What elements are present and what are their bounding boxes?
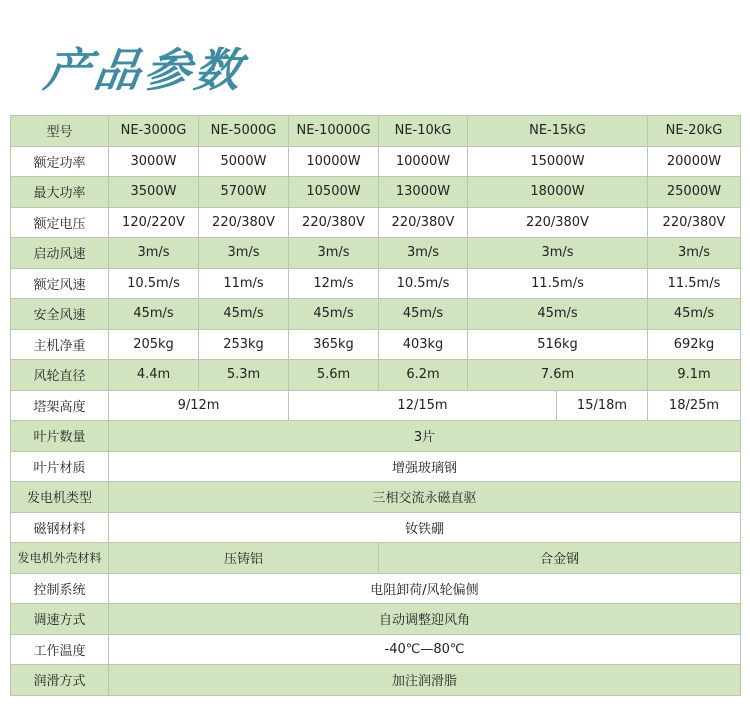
table-cell: 9.1m <box>648 360 741 391</box>
row-label: 风轮直径 <box>11 360 109 391</box>
table-cell: 15000W <box>468 146 648 177</box>
table-cell: 5.3m <box>199 360 289 391</box>
table-cell: 3m/s <box>379 238 468 269</box>
row-label: 额定电压 <box>11 207 109 238</box>
table-row-tower <box>11 390 741 421</box>
table-row-housing <box>11 543 741 574</box>
table-cell: 3片 <box>109 421 741 452</box>
table-cell: 11.5m/s <box>468 268 648 299</box>
row-label: 润滑方式 <box>11 665 109 696</box>
table-cell: 45m/s <box>468 299 648 330</box>
row-label: 最大功率 <box>11 177 109 208</box>
table-cell: 3m/s <box>199 238 289 269</box>
table-cell: 5000W <box>199 146 289 177</box>
model-header: NE-3000G <box>109 116 199 147</box>
table-row <box>11 268 741 299</box>
row-label: 叶片材质 <box>11 451 109 482</box>
table-cell: 12m/s <box>289 268 379 299</box>
table-cell: 自动调整迎风角 <box>109 604 741 635</box>
spec-table <box>10 115 741 696</box>
table-row <box>11 360 741 391</box>
table-row <box>11 573 741 604</box>
table-cell: 钕铁硼 <box>109 512 741 543</box>
table-cell: 5700W <box>199 177 289 208</box>
table-cell: 10.5m/s <box>109 268 199 299</box>
table-cell: 电阻卸荷/风轮偏侧 <box>109 573 741 604</box>
table-cell: 20000W <box>648 146 741 177</box>
table-row <box>11 238 741 269</box>
table-cell: 13000W <box>379 177 468 208</box>
row-label: 主机净重 <box>11 329 109 360</box>
table-row <box>11 482 741 513</box>
table-cell: 3m/s <box>289 238 379 269</box>
table-row <box>11 634 741 665</box>
table-cell: 205kg <box>109 329 199 360</box>
table-cell: 压铸铝 <box>109 543 379 574</box>
table-cell: 加注润滑脂 <box>109 665 741 696</box>
table-cell: 45m/s <box>289 299 379 330</box>
row-label: 塔架高度 <box>11 390 109 421</box>
table-cell: 9/12m <box>109 390 289 421</box>
table-cell: 120/220V <box>109 207 199 238</box>
table-row <box>11 146 741 177</box>
table-cell: 18/25m <box>648 390 741 421</box>
table-cell: 3500W <box>109 177 199 208</box>
row-label: 额定功率 <box>11 146 109 177</box>
table-cell: 6.2m <box>379 360 468 391</box>
table-cell: 10.5m/s <box>379 268 468 299</box>
model-header: NE-10000G <box>289 116 379 147</box>
row-label: 型号 <box>11 116 109 147</box>
table-cell: 3m/s <box>648 238 741 269</box>
table-cell: 692kg <box>648 329 741 360</box>
row-label: 工作温度 <box>11 634 109 665</box>
model-header: NE-15kG <box>468 116 648 147</box>
table-row <box>11 177 741 208</box>
table-cell: 增强玻璃钢 <box>109 451 741 482</box>
row-label: 安全风速 <box>11 299 109 330</box>
model-header: NE-5000G <box>199 116 289 147</box>
table-cell: 253kg <box>199 329 289 360</box>
table-cell: 11.5m/s <box>648 268 741 299</box>
table-cell: 7.6m <box>468 360 648 391</box>
table-cell: 220/380V <box>199 207 289 238</box>
table-cell: 403kg <box>379 329 468 360</box>
table-row <box>11 604 741 635</box>
table-row <box>11 329 741 360</box>
row-label: 叶片数量 <box>11 421 109 452</box>
table-cell: 45m/s <box>199 299 289 330</box>
table-row <box>11 299 741 330</box>
table-cell: 5.6m <box>289 360 379 391</box>
row-label: 控制系统 <box>11 573 109 604</box>
row-label: 启动风速 <box>11 238 109 269</box>
table-cell: 三相交流永磁直驱 <box>109 482 741 513</box>
table-cell: 15/18m <box>557 390 648 421</box>
row-label: 调速方式 <box>11 604 109 635</box>
table-cell: 25000W <box>648 177 741 208</box>
table-cell: 516kg <box>468 329 648 360</box>
row-label: 磁钢材料 <box>11 512 109 543</box>
table-cell: 220/380V <box>289 207 379 238</box>
model-header: NE-10kG <box>379 116 468 147</box>
table-cell: 3000W <box>109 146 199 177</box>
table-cell: 10000W <box>379 146 468 177</box>
table-cell: -40℃—80℃ <box>109 634 741 665</box>
table-row <box>11 451 741 482</box>
table-row <box>11 207 741 238</box>
table-cell: 220/380V <box>468 207 648 238</box>
table-cell: 3m/s <box>109 238 199 269</box>
table-cell: 45m/s <box>109 299 199 330</box>
table-cell: 220/380V <box>648 207 741 238</box>
table-cell: 12/15m <box>289 390 557 421</box>
table-cell: 3m/s <box>468 238 648 269</box>
table-cell: 11m/s <box>199 268 289 299</box>
table-cell: 合金钢 <box>379 543 741 574</box>
table-cell: 45m/s <box>648 299 741 330</box>
model-header: NE-20kG <box>648 116 741 147</box>
row-label: 额定风速 <box>11 268 109 299</box>
page-title: 产品参数 <box>40 43 249 97</box>
table-cell: 4.4m <box>109 360 199 391</box>
row-label: 发电机外壳材料 <box>11 543 109 574</box>
table-cell: 45m/s <box>379 299 468 330</box>
table-cell: 18000W <box>468 177 648 208</box>
table-cell: 10500W <box>289 177 379 208</box>
table-cell: 10000W <box>289 146 379 177</box>
table-cell: 365kg <box>289 329 379 360</box>
table-row <box>11 421 741 452</box>
table-cell: 220/380V <box>379 207 468 238</box>
table-row-header <box>11 116 741 147</box>
table-row <box>11 512 741 543</box>
row-label: 发电机类型 <box>11 482 109 513</box>
table-row <box>11 665 741 696</box>
